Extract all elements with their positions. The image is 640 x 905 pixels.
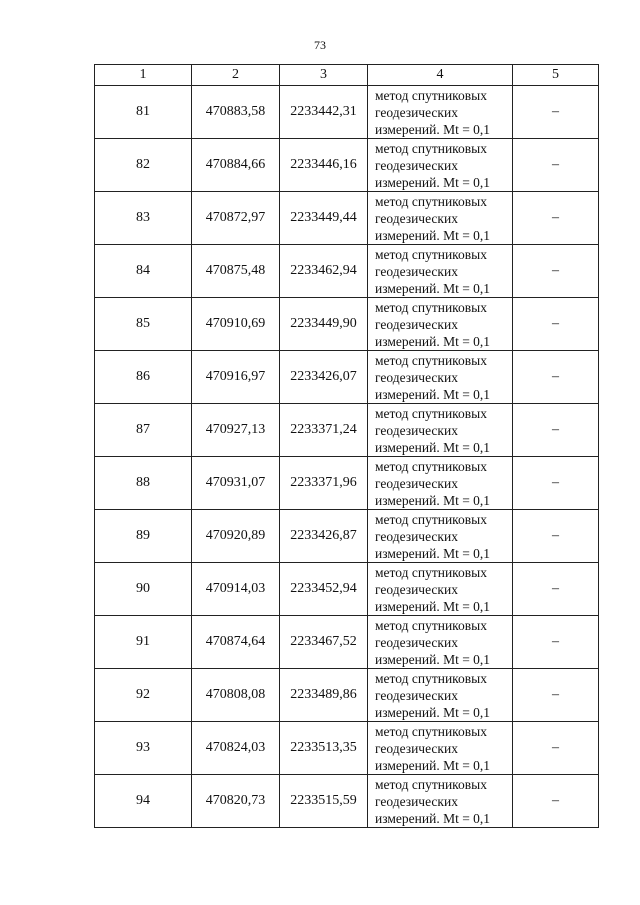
point-number-cell: 86: [95, 351, 192, 404]
point-number-cell: 83: [95, 192, 192, 245]
table-row: [95, 563, 599, 616]
note-cell: –: [513, 722, 599, 775]
y-coordinate-cell: 2233446,16: [280, 139, 368, 192]
method-cell: [368, 351, 513, 404]
table-header-row: [95, 65, 599, 86]
note-cell: –: [513, 404, 599, 457]
method-line: метод спутниковых: [375, 87, 487, 103]
note-cell: –: [513, 86, 599, 139]
method-line: измерений. Mt = 0,1: [375, 333, 491, 349]
method-line: геодезических: [375, 263, 458, 279]
method-line: измерений. Mt = 0,1: [375, 545, 491, 561]
coordinates-table: [94, 64, 599, 828]
x-coordinate-cell: 470931,07: [192, 457, 280, 510]
y-coordinate-cell: 2233489,86: [280, 669, 368, 722]
table-row: [95, 139, 599, 192]
column-header: 4: [368, 65, 513, 86]
method-cell: [368, 510, 513, 563]
method-line: метод спутниковых: [375, 246, 487, 262]
method-cell: [368, 722, 513, 775]
table-row: [95, 298, 599, 351]
method-cell: [368, 616, 513, 669]
method-line: геодезических: [375, 634, 458, 650]
point-number-cell: 82: [95, 139, 192, 192]
y-coordinate-cell: 2233371,24: [280, 404, 368, 457]
method-cell: [368, 298, 513, 351]
method-line: измерений. Mt = 0,1: [375, 439, 491, 455]
point-number-cell: 81: [95, 86, 192, 139]
method-line: метод спутниковых: [375, 299, 487, 315]
note-cell: –: [513, 616, 599, 669]
method-line: геодезических: [375, 104, 458, 120]
note-cell: –: [513, 351, 599, 404]
note-cell: –: [513, 563, 599, 616]
method-line: метод спутниковых: [375, 140, 487, 156]
table-row: [95, 351, 599, 404]
method-line: метод спутниковых: [375, 617, 487, 633]
method-line: измерений. Mt = 0,1: [375, 810, 491, 826]
point-number-cell: 92: [95, 669, 192, 722]
table-row: [95, 722, 599, 775]
method-line: геодезических: [375, 157, 458, 173]
method-line: измерений. Mt = 0,1: [375, 704, 491, 720]
x-coordinate-cell: 470884,66: [192, 139, 280, 192]
method-line: метод спутниковых: [375, 352, 487, 368]
method-line: геодезических: [375, 422, 458, 438]
method-line: измерений. Mt = 0,1: [375, 227, 491, 243]
x-coordinate-cell: 470875,48: [192, 245, 280, 298]
method-line: геодезических: [375, 581, 458, 597]
page-number: 73: [314, 38, 326, 52]
point-number-cell: 94: [95, 775, 192, 828]
point-number-cell: 85: [95, 298, 192, 351]
table-row: [95, 669, 599, 722]
table-row: [95, 510, 599, 563]
table-row: [95, 86, 599, 139]
x-coordinate-cell: 470920,89: [192, 510, 280, 563]
method-line: геодезических: [375, 528, 458, 544]
method-line: метод спутниковых: [375, 670, 487, 686]
method-cell: [368, 139, 513, 192]
method-line: измерений. Mt = 0,1: [375, 651, 491, 667]
method-line: метод спутниковых: [375, 405, 487, 421]
table-row: [95, 457, 599, 510]
x-coordinate-cell: 470874,64: [192, 616, 280, 669]
x-coordinate-cell: 470914,03: [192, 563, 280, 616]
x-coordinate-cell: 470916,97: [192, 351, 280, 404]
method-line: метод спутниковых: [375, 511, 487, 527]
method-cell: [368, 457, 513, 510]
method-line: геодезических: [375, 687, 458, 703]
y-coordinate-cell: 2233449,44: [280, 192, 368, 245]
note-cell: –: [513, 245, 599, 298]
table-row: [95, 616, 599, 669]
column-header: 2: [192, 65, 280, 86]
y-coordinate-cell: 2233462,94: [280, 245, 368, 298]
table-row: [95, 245, 599, 298]
method-cell: [368, 404, 513, 457]
method-line: измерений. Mt = 0,1: [375, 280, 491, 296]
method-line: метод спутниковых: [375, 776, 487, 792]
method-line: измерений. Mt = 0,1: [375, 174, 491, 190]
x-coordinate-cell: 470824,03: [192, 722, 280, 775]
x-coordinate-cell: 470820,73: [192, 775, 280, 828]
note-cell: –: [513, 139, 599, 192]
method-line: метод спутниковых: [375, 723, 487, 739]
method-cell: [368, 86, 513, 139]
method-line: метод спутниковых: [375, 458, 487, 474]
point-number-cell: 89: [95, 510, 192, 563]
table-row: [95, 192, 599, 245]
y-coordinate-cell: 2233371,96: [280, 457, 368, 510]
note-cell: –: [513, 510, 599, 563]
y-coordinate-cell: 2233426,07: [280, 351, 368, 404]
method-cell: [368, 669, 513, 722]
method-line: метод спутниковых: [375, 193, 487, 209]
table-row: [95, 775, 599, 828]
method-line: метод спутниковых: [375, 564, 487, 580]
column-header: 5: [513, 65, 599, 86]
point-number-cell: 90: [95, 563, 192, 616]
note-cell: –: [513, 192, 599, 245]
y-coordinate-cell: 2233467,52: [280, 616, 368, 669]
method-line: измерений. Mt = 0,1: [375, 121, 491, 137]
note-cell: –: [513, 669, 599, 722]
method-line: геодезических: [375, 793, 458, 809]
point-number-cell: 87: [95, 404, 192, 457]
y-coordinate-cell: 2233452,94: [280, 563, 368, 616]
method-cell: [368, 245, 513, 298]
x-coordinate-cell: 470927,13: [192, 404, 280, 457]
y-coordinate-cell: 2233426,87: [280, 510, 368, 563]
point-number-cell: 84: [95, 245, 192, 298]
method-line: измерений. Mt = 0,1: [375, 492, 491, 508]
y-coordinate-cell: 2233442,31: [280, 86, 368, 139]
note-cell: –: [513, 775, 599, 828]
method-line: измерений. Mt = 0,1: [375, 598, 491, 614]
point-number-cell: 91: [95, 616, 192, 669]
column-header: 3: [280, 65, 368, 86]
x-coordinate-cell: 470910,69: [192, 298, 280, 351]
column-header: 1: [95, 65, 192, 86]
method-line: геодезических: [375, 369, 458, 385]
method-cell: [368, 775, 513, 828]
x-coordinate-cell: 470872,97: [192, 192, 280, 245]
method-line: геодезических: [375, 210, 458, 226]
table-row: [95, 404, 599, 457]
note-cell: –: [513, 298, 599, 351]
method-cell: [368, 192, 513, 245]
x-coordinate-cell: 470883,58: [192, 86, 280, 139]
method-line: геодезических: [375, 475, 458, 491]
method-line: геодезических: [375, 316, 458, 332]
method-cell: [368, 563, 513, 616]
note-cell: –: [513, 457, 599, 510]
method-line: измерений. Mt = 0,1: [375, 386, 491, 402]
x-coordinate-cell: 470808,08: [192, 669, 280, 722]
point-number-cell: 93: [95, 722, 192, 775]
method-line: измерений. Mt = 0,1: [375, 757, 491, 773]
y-coordinate-cell: 2233515,59: [280, 775, 368, 828]
table-body: [95, 86, 599, 828]
point-number-cell: 88: [95, 457, 192, 510]
method-line: геодезических: [375, 740, 458, 756]
y-coordinate-cell: 2233449,90: [280, 298, 368, 351]
y-coordinate-cell: 2233513,35: [280, 722, 368, 775]
